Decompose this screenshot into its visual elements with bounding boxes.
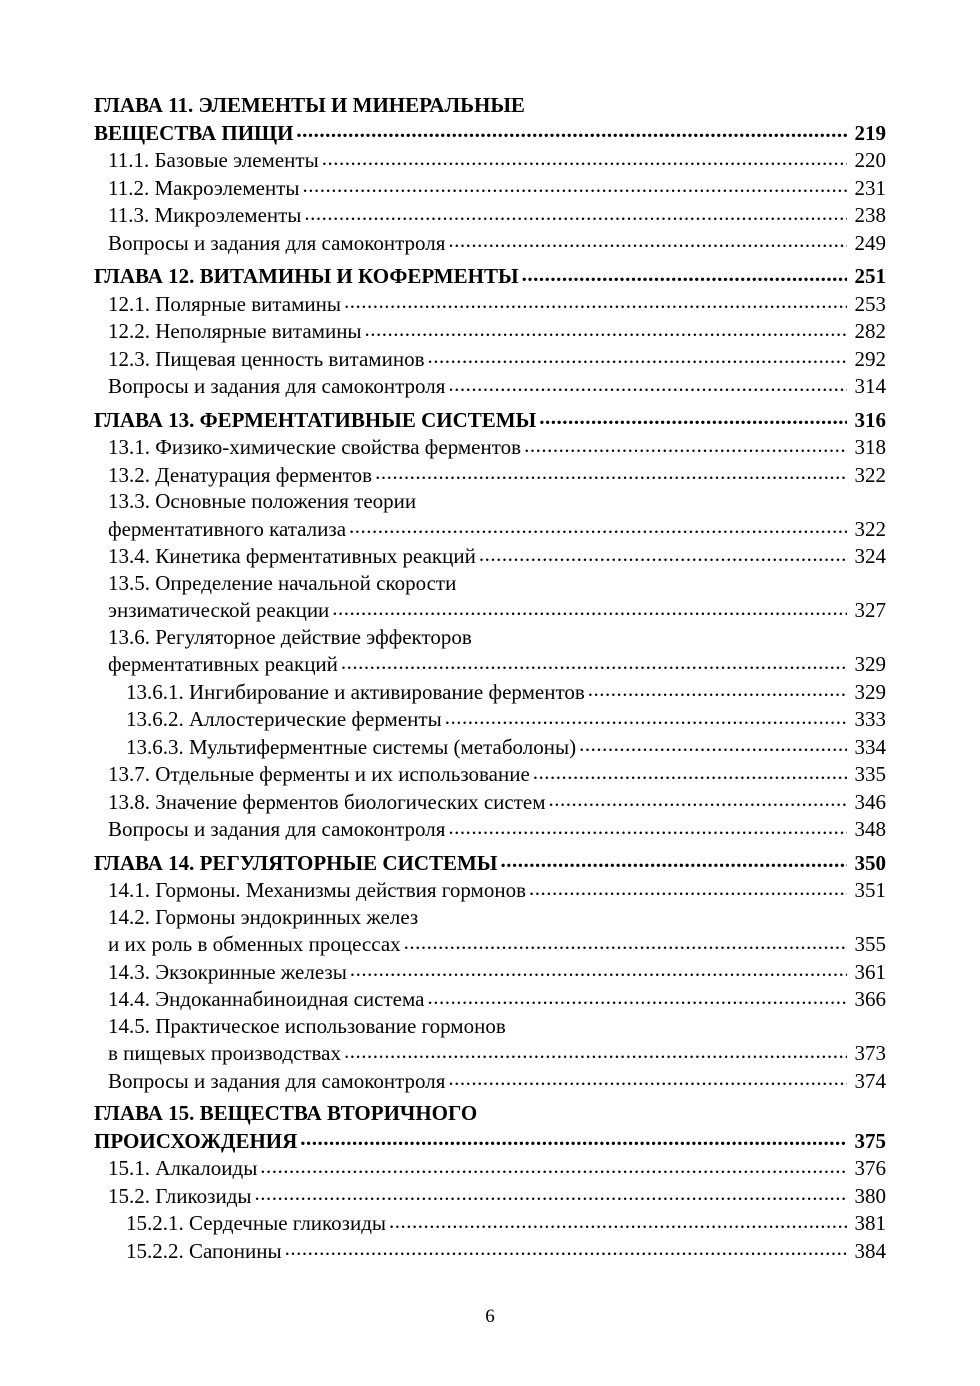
- toc-item-14-3[interactable]: 14.3. Экзокринные железы ..... 361: [94, 958, 886, 986]
- toc-item-14-4[interactable]: 14.4. Эндоканнабиноидная система ..... 366: [94, 985, 886, 1013]
- toc-item-12-2[interactable]: 12.2. Неполярные витамины ..... 282: [94, 317, 886, 345]
- toc-item-14-2-line1: 14.2. Гормоны эндокринных желез: [108, 904, 419, 929]
- toc-item-15-1[interactable]: 15.1. Алкалоиды ..... 376: [94, 1154, 886, 1182]
- toc-item-13-6-1[interactable]: 13.6.1. Ингибирование и активирование ферментов ..... 329: [94, 678, 886, 706]
- toc-item-13-3[interactable]: ферментативного катализа ..... 322: [94, 515, 886, 543]
- toc-item-11-2[interactable]: 11.2. Макроэлементы ..... 231: [94, 174, 886, 202]
- toc-item-12-1[interactable]: 12.1. Полярные витамины ..... 253: [94, 290, 886, 318]
- chapter-15-title-line1: ГЛАВА 15. ВЕЩЕСТВА ВТОРИЧНОГО: [94, 1101, 478, 1125]
- toc-item-14-2[interactable]: и их роль в обменных процессах ..... 355: [94, 930, 886, 958]
- toc-item-13-7[interactable]: 13.7. Отдельные ферменты и их использование ..... 335: [94, 760, 886, 788]
- toc-item-12-3[interactable]: 12.3. Пищевая ценность витаминов ..... 292: [94, 345, 886, 373]
- toc-item-13-4[interactable]: 13.4. Кинетика ферментативных реакций ..... 324: [94, 542, 886, 570]
- chapter-15-entry[interactable]: ПРОИСХОЖДЕНИЯ ..... 375: [94, 1127, 886, 1155]
- toc-item-14-questions[interactable]: Вопросы и задания для самоконтроля ..... 374: [94, 1067, 886, 1095]
- page-number: 6: [485, 1306, 495, 1327]
- toc-item-15-2-1[interactable]: 15.2.1. Сердечные гликозиды ..... 381: [94, 1209, 886, 1237]
- toc-item-13-3-line1: 13.3. Основные положения теории: [108, 489, 417, 513]
- chapter-14-entry[interactable]: ГЛАВА 14. РЕГУЛЯТОРНЫЕ СИСТЕМЫ ..... 350: [94, 849, 886, 877]
- toc-item-13-8[interactable]: 13.8. Значение ферментов биологических систем ..... 346: [94, 788, 886, 816]
- toc-item-12-questions[interactable]: Вопросы и задания для самоконтроля ..... 314: [94, 372, 886, 400]
- toc-item-13-questions[interactable]: Вопросы и задания для самоконтроля ..... 348: [94, 815, 886, 843]
- toc-item-15-2-2[interactable]: 15.2.2. Сапонины ..... 384: [94, 1237, 886, 1265]
- toc-item-13-6[interactable]: ферментативных реакций ..... 329: [94, 650, 886, 678]
- toc-item-14-5[interactable]: в пищевых производствах ..... 373: [94, 1039, 886, 1067]
- toc-item-14-5-line1: 14.5. Практическое использование гормонов: [108, 1013, 506, 1038]
- toc-item-15-2[interactable]: 15.2. Гликозиды ..... 380: [94, 1182, 886, 1210]
- toc-item-11-questions[interactable]: Вопросы и задания для самоконтроля ..... 249: [94, 229, 886, 257]
- toc-item-13-6-line1: 13.6. Регуляторное действие эффекторов: [108, 624, 472, 649]
- chapter-11-entry[interactable]: ВЕЩЕСТВА ПИЩИ ..... 219: [94, 119, 886, 147]
- chapter-12-entry[interactable]: ГЛАВА 12. ВИТАМИНЫ И КОФЕРМЕНТЫ ..... 251: [94, 262, 886, 290]
- toc-item-11-3[interactable]: 11.3. Микроэлементы ..... 238: [94, 201, 886, 229]
- toc-item-13-5-line1: 13.5. Определение начальной скорости: [108, 570, 457, 595]
- chapter-13-entry[interactable]: ГЛАВА 13. ФЕРМЕНТАТИВНЫЕ СИСТЕМЫ ..... 316: [94, 406, 886, 434]
- toc-item-13-6-2[interactable]: 13.6.2. Аллостерические ферменты ..... 333: [94, 705, 886, 733]
- toc-item-14-1[interactable]: 14.1. Гормоны. Механизмы действия гормонов ..... 351: [94, 876, 886, 904]
- chapter-11-title-line1: ГЛАВА 11. ЭЛЕМЕНТЫ И МИНЕРАЛЬНЫЕ: [94, 93, 525, 117]
- toc-item-13-1[interactable]: 13.1. Физико-химические свойства ферментов ..... 318: [94, 433, 886, 461]
- toc-item-13-6-3[interactable]: 13.6.3. Мультиферментные системы (метаболоны) ..... 334: [94, 733, 886, 761]
- toc-item-13-5[interactable]: энзиматической реакции ..... 327: [94, 596, 886, 624]
- toc-item-13-2[interactable]: 13.2. Денатурация ферментов ..... 322: [94, 461, 886, 489]
- table-of-contents: [94, 92, 886, 1264]
- toc-item-11-1[interactable]: 11.1. Базовые элементы ..... 220: [94, 146, 886, 174]
